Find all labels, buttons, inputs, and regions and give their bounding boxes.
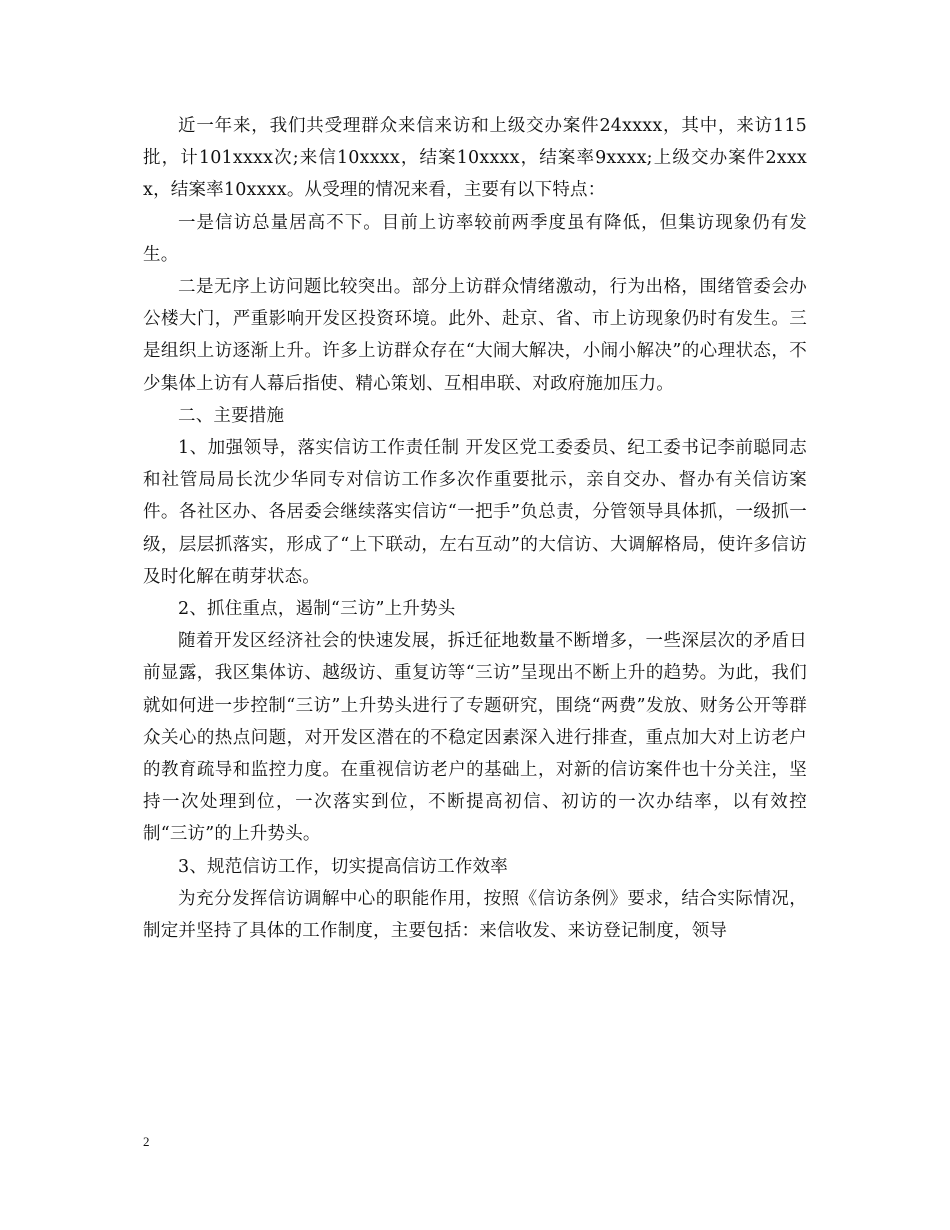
- measure-one-paragraph: 1、加强领导，落实信访工作责任制 开发区党工委委员、纪工委书记李前聪同志和社管局局长沈少华同专对信访工作多次作重要批示，亲自交办、督办有关信访案件。各社区办、各居委会继续落实信访“一把手”负总责，分管领导具体抓，一级抓一级，层层抓落实，形成了“上下联动，左右互动”的大信访、大调解格局，使许多信访及时化解在萌芽状态。: [143, 438, 807, 587]
- intro-paragraph: 近一年来，我们共受理群众来信来访和上级交办案件24xxxx，其中，来访115批，计101xxxx次;来信10xxxx，结案10xxxx，结案率9xxxx;上级交办案件2xxxx，结案率10xxxx。从受理的情况来看，主要有以下特点：: [143, 116, 807, 201]
- measure-three-heading: 3、规范信访工作，切实提高信访工作效率: [178, 856, 508, 877]
- measure-two-paragraph: 随着开发区经济社会的快速发展，拆迁征地数量不断增多，一些深层次的矛盾日前显露，我区集体访、越级访、重复访等“三访”呈现出不断上升的趋势。为此，我们就如何进一步控制“三访”上升势头进行了专题研究，围绕“两费”发放、财务公开等群众关心的热点问题，对开发区潜在的不稳定因素深入进行排查，重点加大对上访老户的教育疏导和监控力度。在重视信访老户的基础上，对新的信访案件也十分关注，坚持一次处理到位，一次落实到位，不断提高初信、初访的一次办结率，以有效控制“三访”的上升势头。: [143, 631, 807, 845]
- measure-three-paragraph: 为充分发挥信访调解中心的职能作用，按照《信访条例》要求，结合实际情况，制定并坚持了具体的工作制度，主要包括：来信收发、来访登记制度，领导: [143, 888, 807, 942]
- feature-one-paragraph: 一是信访总量居高不下。目前上访率较前两季度虽有降低，但集访现象仍有发生。: [143, 212, 807, 265]
- page-number: 2: [143, 1134, 150, 1149]
- section-heading-main-measures: 二、主要措施: [178, 405, 285, 426]
- measure-two-heading: 2、抓住重点，遏制“三访”上升势头: [178, 599, 456, 620]
- document-body: [143, 110, 807, 947]
- feature-two-paragraph: 二是无序上访问题比较突出。部分上访群众情绪激动，行为出格，围绪管委会办公楼大门，严重影响开发区投资环境。此外、赴京、省、市上访现象仍时有发生。三是组织上访逐渐上升。许多上访群众存在“大闹大解决，小闹小解决”的心理状态，不少集体上访有人幕后指使、精心策划、互相串联、对政府施加压力。: [143, 277, 807, 394]
